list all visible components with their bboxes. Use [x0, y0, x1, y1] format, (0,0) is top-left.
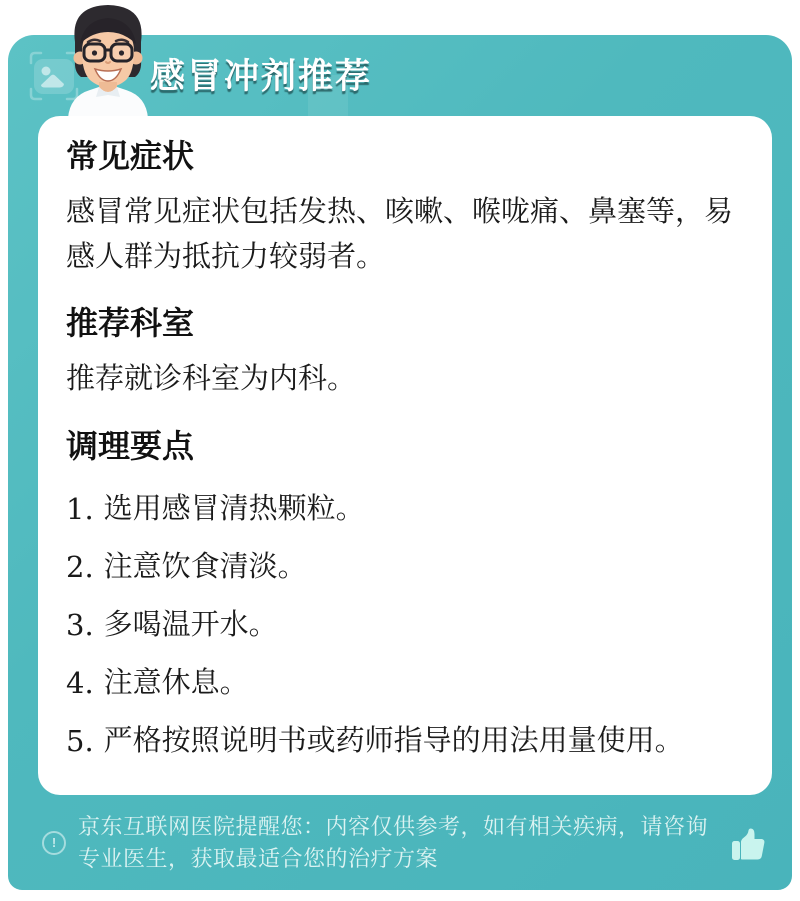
section-paragraph-symptoms: 感冒常见症状包括发热、咳嗽、喉咙痛、鼻塞等，易感人群为抵抗力较弱者。	[66, 195, 734, 273]
disclaimer-text: 京东互联网医院提醒您：内容仅供参考，如有相关疾病，请咨询专业医生，获取最适合您的治疗方案	[78, 813, 709, 871]
list-item-text: 选用感冒清热颗粒。	[103, 492, 365, 525]
info-circle-icon: !	[42, 831, 66, 855]
list-item	[66, 546, 744, 588]
card-title: 感冒冲剂推荐	[150, 57, 373, 96]
list-item	[66, 488, 744, 530]
list-item-text: 注意饮食清淡。	[103, 550, 307, 583]
list-item-number: 2.	[66, 549, 94, 584]
section-paragraph-department: 推荐就诊科室为内科。	[66, 363, 357, 396]
list-item-number: 4.	[66, 665, 94, 700]
list-item-text: 严格按照说明书或药师指导的用法用量使用。	[103, 724, 684, 757]
list-item-number: 3.	[66, 607, 94, 642]
care-points-list	[66, 488, 744, 762]
list-item-text: 注意休息。	[103, 666, 249, 699]
section-heading-symptoms: 常见症状	[66, 138, 195, 174]
section-heading-care-points: 调理要点	[66, 428, 195, 464]
disclaimer-footer	[8, 795, 792, 890]
card-header	[8, 35, 792, 116]
list-item-number: 5.	[66, 723, 94, 758]
list-item-number: 1.	[66, 491, 94, 526]
list-item	[66, 662, 744, 704]
list-item-text: 多喝温开水。	[103, 608, 278, 641]
thumbs-up-icon[interactable]	[728, 826, 768, 866]
doctor-avatar	[52, 2, 164, 118]
list-item	[66, 720, 744, 762]
health-message-card	[8, 35, 792, 890]
content-card	[38, 116, 772, 795]
list-item	[66, 604, 744, 646]
section-heading-department: 推荐科室	[66, 305, 195, 342]
